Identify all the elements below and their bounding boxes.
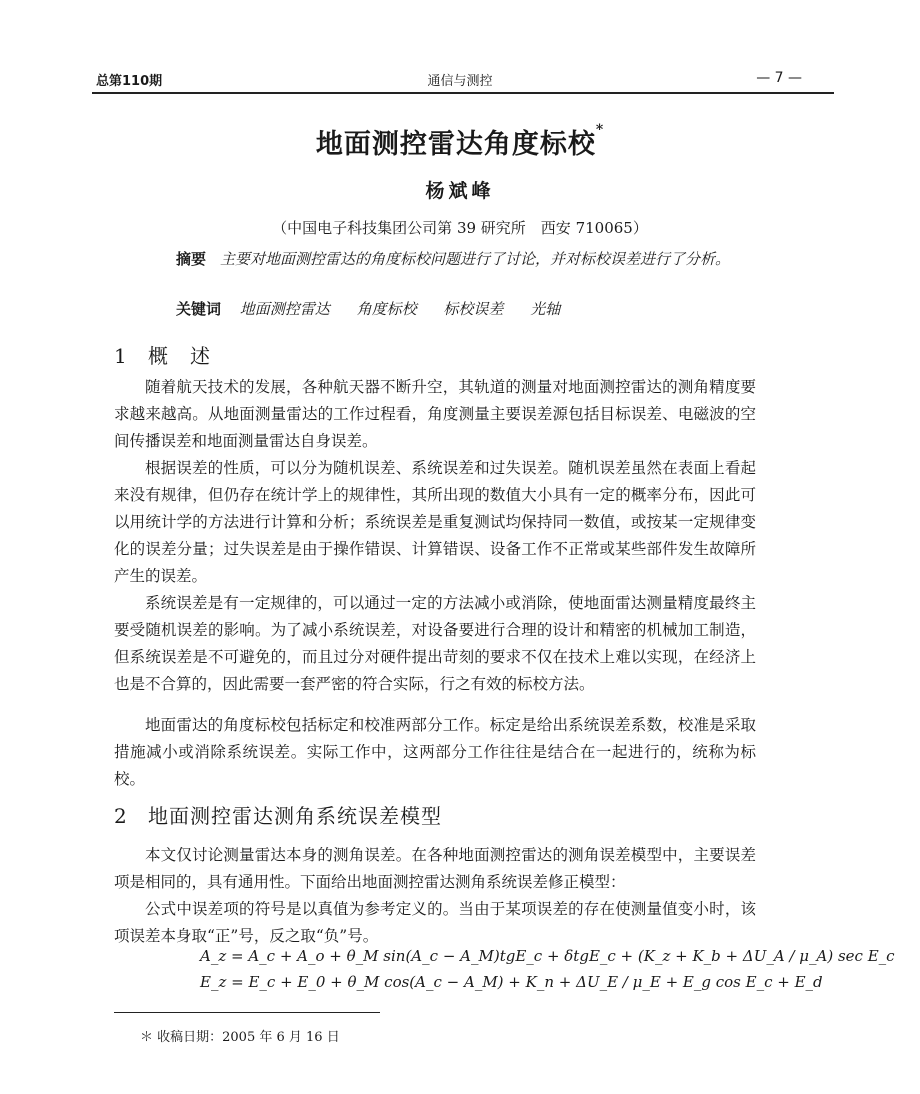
keywords-label: 关键词 [176, 300, 222, 318]
section-number: 2 [114, 804, 128, 828]
affiliation: （中国电子科技集团公司第 39 研究所 西安 710065） [272, 219, 648, 237]
keyword: 光轴 [530, 300, 561, 318]
section-heading-1 [114, 340, 211, 369]
paragraph: 随着航天技术的发展，各种航天器不断升空，其轨道的测量对地面测控雷达的测角精度要求越来越高。从地面测量雷达的工作过程看，角度测量主要误差源包括目标误差、电磁波的空间传播误差和地面测量雷达自身误差。 [114, 378, 756, 450]
journal-section: 通信与测控 [427, 74, 493, 89]
abstract [140, 246, 740, 273]
header-rule [92, 92, 834, 94]
section-title: 概 述 [148, 344, 211, 368]
issue-number: 总第110期 [96, 74, 163, 89]
page-number: — 7 — [756, 70, 802, 86]
title-footnote-mark: * [595, 122, 605, 138]
paper-title [0, 122, 920, 161]
section-heading-2 [114, 800, 442, 829]
section-number: 1 [114, 344, 128, 368]
paragraph: 根据误差的性质，可以分为随机误差、系统误差和过失误差。随机误差虽然在表面上看起来没有规律，但仍存在统计学上的规律性，其所出现的数值大小具有一定的概率分布，因此可以用统计学的方法进行计算和分析；系统误差是重复测试均保持同一数值，或按某一定规律变化的误差分量；过失误差是由于操作错误、计算错误、设备工作不正常或某些部件发生故障所产生的误差。 [114, 459, 756, 585]
author: 杨斌峰 [425, 180, 495, 202]
keywords [176, 298, 776, 319]
footnote-rule [114, 1012, 380, 1013]
footnote: ＊ 收稿日期：2005 年 6 月 16 日 [140, 1030, 340, 1045]
section-title: 地面测控雷达测角系统误差模型 [148, 804, 442, 828]
keyword: 地面测控雷达 [239, 300, 330, 318]
paragraph: 本文仅讨论测量雷达本身的测角误差。在各种地面测控雷达的测角误差模型中，主要误差项是相同的，具有通用性。下面给出地面测控雷达测角系统误差修正模型： [114, 846, 756, 891]
paragraph: 公式中误差项的符号是以真值为参考定义的。当由于某项误差的存在使测量值变小时，该项误差本身取“正”号，反之取“负”号。 [114, 900, 756, 945]
equation-azimuth: A_z = A_c + A_o + θ_M sin(A_c − A_M)tgE_c + δtgE_c + (K_z + K_b + ΔU_A / μ_A) sec E_c [200, 947, 895, 965]
paper-title-text: 地面测控雷达角度标校 [315, 129, 596, 160]
keyword: 角度标校 [356, 300, 417, 318]
paragraph: 系统误差是有一定规律的，可以通过一定的方法减小或消除，使地面雷达测量精度最终主要受随机误差的影响。为了减小系统误差，对设备要进行合理的设计和精密的机械加工制造，但系统误差是不可避免的，而且过分对硬件提出苛刻的要求不仅在技术上难以实现，在经济上也是不合算的，因此需要一套严密的符合实际，行之有效的标校方法。 [114, 594, 756, 693]
keyword: 标校误差 [443, 300, 504, 318]
abstract-label: 摘要 [176, 250, 207, 268]
equation-elevation: E_z = E_c + E_0 + θ_M cos(A_c − A_M) + K_n + ΔU_E / μ_E + E_g cos E_c + E_d [200, 973, 823, 991]
paragraph: 地面雷达的角度标校包括标定和校准两部分工作。标定是给出系统误差系数，校准是采取措施减小或消除系统误差。实际工作中，这两部分工作往往是结合在一起进行的，统称为标校。 [114, 716, 756, 788]
abstract-text: 主要对地面测控雷达的角度标校问题进行了讨论，并对标校误差进行了分析。 [220, 250, 731, 268]
